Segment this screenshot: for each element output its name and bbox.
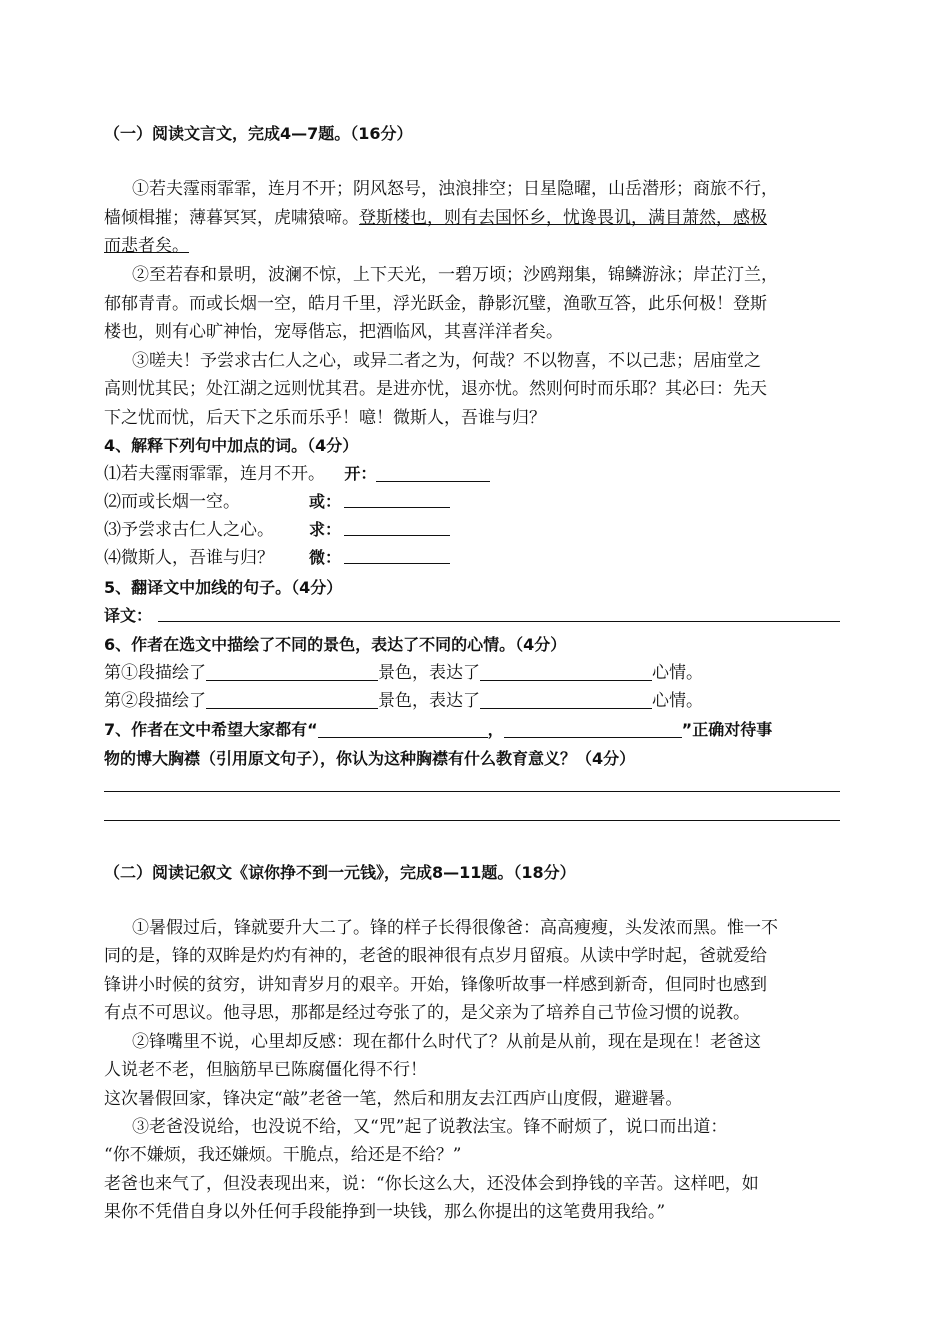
passage-2-line: 郁郁青青。而或长烟一空，皓月千里，浮光跃金，静影沉璧，渔歌互答，此乐何极！登斯 xyxy=(104,294,767,314)
story-line: ①暑假过后，锋就要升大二了。锋的样子长得很像爸：高高瘦瘦，头发浓而黑。惟一不 xyxy=(132,918,778,938)
q6-row-1 xyxy=(104,662,703,684)
passage-2-line: ②至若春和景明，波澜不惊，上下天光，一碧万顷；沙鸥翔集，锦鳞游泳；岸芷汀兰， xyxy=(132,265,778,285)
q7-text: ”正确对待事 xyxy=(681,720,773,739)
q4-item-word: 求： xyxy=(309,520,342,539)
q7-text: ， xyxy=(487,720,504,739)
story-line: 同的是，锋的双眸是灼灼有神的，老爸的眼神很有点岁月留痕。从读中学时起，爸就爱给 xyxy=(104,946,767,966)
answer-blank[interactable] xyxy=(344,547,450,564)
story-line: 果你不凭借自身以外任何手段能挣到一块钱，那么你提出的这笔费用我给。” xyxy=(104,1202,666,1222)
translation-label: 译文： xyxy=(104,606,153,625)
question-7 xyxy=(104,719,772,741)
answer-line[interactable] xyxy=(104,820,840,821)
q4-item-word: 开： xyxy=(344,464,377,483)
underlined-sentence-end: 而悲者矣。 xyxy=(104,236,189,256)
q4-item-text: ⑷微斯人，吾谁与归？ xyxy=(104,548,274,568)
q6-text: 第①段描绘了 xyxy=(104,663,206,683)
question-4: 4、解释下列句中加点的词。（4分） xyxy=(104,436,359,455)
q4-item xyxy=(104,463,490,485)
q4-item xyxy=(104,519,342,541)
section-1-title: （一）阅读文言文，完成4—7题。（16分） xyxy=(104,124,413,143)
q6-text: 第②段描绘了 xyxy=(104,691,206,711)
passage-3-line: 高则忧其民；处江湖之远则忧其君。是进亦忧，退亦忧。然则何时而乐耶？其必曰：先天 xyxy=(104,379,767,399)
q4-item xyxy=(104,491,342,513)
answer-blank[interactable] xyxy=(318,721,488,738)
answer-blank[interactable] xyxy=(206,664,378,681)
answer-blank[interactable] xyxy=(344,519,450,536)
section-2-title: （二）阅读记叙文《谅你挣不到一元钱》，完成8—11题。（18分） xyxy=(104,863,576,882)
q7-text: 7、作者在文中希望大家都有“ xyxy=(104,720,318,739)
passage-2-line: 楼也，则有心旷神怡，宠辱偕忘，把酒临风，其喜洋洋者矣。 xyxy=(104,322,563,342)
q4-item xyxy=(104,547,342,569)
q4-item-word: 或： xyxy=(309,492,342,511)
story-line: ③老爸没说给，也没说不给，又“咒”起了说教法宝。锋不耐烦了，说口而出道： xyxy=(132,1117,728,1137)
passage-3-line: ③嗟夫！予尝求古仁人之心，或异二者之为，何哉？不以物喜，不以己悲；居庙堂之 xyxy=(132,351,761,371)
translation-blank[interactable] xyxy=(158,621,840,622)
passage-1-line: ①若夫霪雨霏霏，连月不开；阴风怒号，浊浪排空；日星隐曜，山岳潜形；商旅不行， xyxy=(132,179,778,199)
answer-blank[interactable] xyxy=(480,692,652,709)
story-line: 人说老不老，但脑筋早已陈腐僵化得不行！ xyxy=(104,1060,427,1080)
passage-1-line xyxy=(104,207,767,229)
story-line: “你不嫌烦，我还嫌烦。干脆点，给还是不给？” xyxy=(104,1145,462,1165)
passage-text: 樯倾楫摧；薄暮冥冥，虎啸猿啼。 xyxy=(104,208,359,228)
q4-item-text: ⑶予尝求古仁人之心。 xyxy=(104,520,274,540)
q6-row-2 xyxy=(104,690,703,712)
answer-line[interactable] xyxy=(104,791,840,792)
story-line: 锋讲小时候的贫穷，讲知青岁月的艰辛。开始，锋像听故事一样感到新奇，但同时也感到 xyxy=(104,975,767,995)
underlined-sentence: 登斯楼也，则有去国怀乡，忧谗畏讥，满目萧然，感极 xyxy=(359,208,767,228)
q6-text: 景色，表达了 xyxy=(378,663,480,683)
q6-text: 心情。 xyxy=(652,663,703,683)
passage-3-line: 下之忧而忧，后天下之乐而乐乎！噫！微斯人，吾谁与归？ xyxy=(104,408,546,428)
answer-blank[interactable] xyxy=(480,664,652,681)
story-line: ②锋嘴里不说，心里却反感：现在都什么时代了？从前是从前，现在是现在！老爸这 xyxy=(132,1032,761,1052)
story-line: 老爸也来气了，但没表现出来，说：“你长这么大，还没体会到挣钱的辛苦。这样吧，如 xyxy=(104,1174,759,1194)
q4-item-text: ⑵而或长烟一空。 xyxy=(104,492,240,512)
q4-item-word: 微： xyxy=(309,548,342,567)
q4-item-text: ⑴若夫霪雨霏霏，连月不开。 xyxy=(104,464,325,484)
q6-text: 景色，表达了 xyxy=(378,691,480,711)
answer-blank[interactable] xyxy=(504,721,682,738)
answer-blank[interactable] xyxy=(376,465,490,482)
story-line: 这次暑假回家，锋决定“敲”老爸一笔，然后和朋友去江西庐山度假，避避暑。 xyxy=(104,1089,683,1109)
question-6: 6、作者在选文中描绘了不同的景色，表达了不同的心情。（4分） xyxy=(104,635,567,654)
story-line: 有点不可思议。他寻思，那都是经过夸张了的，是父亲为了培养自己节俭习惯的说教。 xyxy=(104,1003,750,1023)
answer-blank[interactable] xyxy=(344,491,450,508)
question-7-line-2: 物的博大胸襟（引用原文句子），你认为这种胸襟有什么教育意义？（4分） xyxy=(104,749,636,768)
question-5: 5、翻译文中加线的句子。（4分） xyxy=(104,578,343,597)
q6-text: 心情。 xyxy=(652,691,703,711)
answer-blank[interactable] xyxy=(206,692,378,709)
